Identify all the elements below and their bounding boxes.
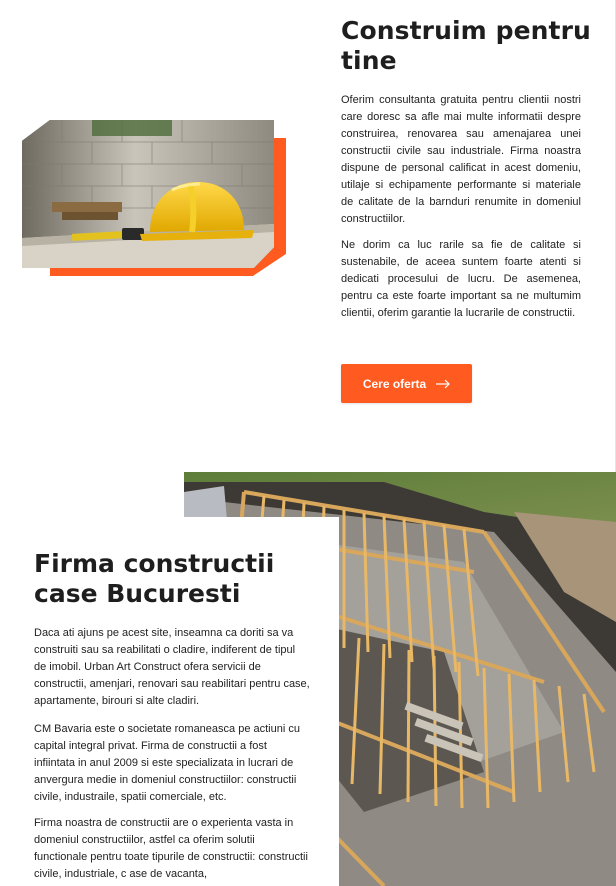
- company-paragraph-1: Daca ati ajuns pe acest site, inseamna ca doriti sa va construiti sau sa reabilitati o cladire, indiferent de tipul de imobil. Urban Art Construct ofera servicii de constructii, amenjari, renovari sau reabilitari pentru case, apartamente, birouri si alte cladiri.: [34, 627, 310, 707]
- section-title: Construim pentru tine: [341, 16, 591, 75]
- company-title: Firma constructii case Bucuresti: [34, 549, 275, 608]
- intro-paragraph-2: Ne dorim ca luc rarile sa fie de calitate si sustenabile, de aceea suntem foarte atenti si dedicati procesului de lucru. De asemenea, pentru ca este foarte important sa ne multumim clientii, oferim garantie la lucrarile de constructii.: [341, 239, 581, 319]
- arrow-right-icon: [436, 379, 450, 389]
- hard-hat-image-block: [22, 120, 286, 278]
- hard-hat-illustration: [22, 120, 274, 268]
- company-paragraph-2: CM Bavaria este o societate romaneasca pe actiuni cu capital integral privat. Firma de constructii a fost infiintata in anul 2009 si este specializata in lucrari de anvergura medie in domeniul constructiilor: constructii civile, industraile, spatii comerciale, etc.: [34, 723, 300, 803]
- request-quote-button[interactable]: [341, 364, 472, 403]
- company-section: [0, 472, 616, 886]
- company-paragraph-3: Firma noastra de constructii are o experienta vasta in domeniul constructiilor, astfel ca oferim solutii functionale pentru toate tipurile de constructii: constructii civile, industriale, c ase de vacanta,: [34, 817, 308, 880]
- hard-hat-photo: [22, 120, 274, 268]
- request-quote-label: Cere oferta: [362, 376, 427, 391]
- section-background-strip: [0, 472, 184, 517]
- intro-paragraph-1: Oferim consultanta gratuita pentru clientii nostri care doresc sa afle mai multe informatii despre construirea, renovarea sau amenajarea unei constructii civile sau industriale. Firma noastra dispune de personal calificat in acest domeniu, utilaje si echipamente performante si materiale de calitate de la barnduri renumite in domeniul constructiilor.: [341, 94, 581, 225]
